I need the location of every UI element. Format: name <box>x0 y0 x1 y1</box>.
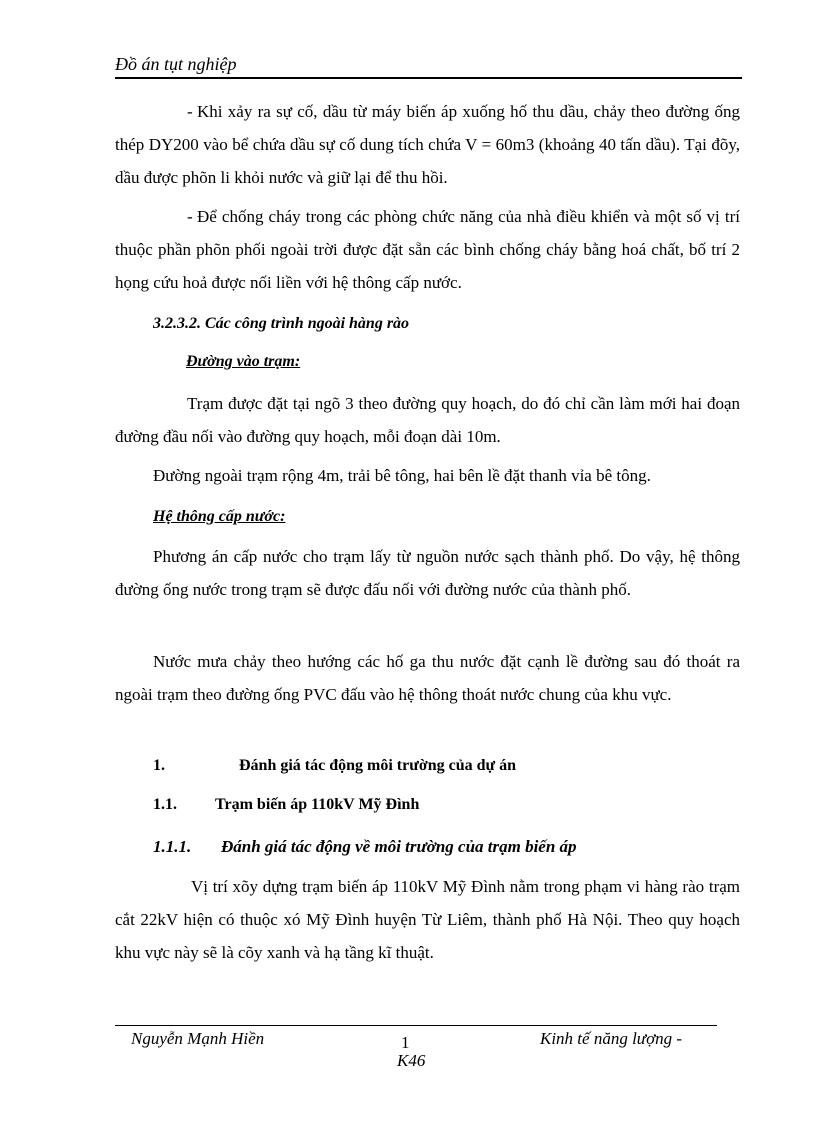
footer-rule <box>115 1025 717 1026</box>
section-heading-3232: 3.2.3.2. Các công trình ngoài hàng rào <box>153 315 410 332</box>
subheading-water: Hệ thông cấp nước: <box>153 508 286 525</box>
heading-number: 1.1. <box>153 796 177 813</box>
heading-1-1 <box>153 796 420 814</box>
bullet-dash: - <box>187 102 193 121</box>
paragraph-text: Khi xảy ra sự cố, dầu từ máy biến áp xuống hố thu dầu, chảy theo đường ống thép DY200 vào bể chứa dầu sự cố dung tích chứa V = 60m3 (khoảng 40 tấn dầu). Tại đõy, dầu được phõn li khỏi nước và giữ lại để thu hồi. <box>115 102 740 187</box>
footer-department: Kinh tế năng lượng - <box>540 1029 683 1048</box>
heading-1-1-1 <box>153 837 577 857</box>
heading-text: Đánh giá tác động về môi trường của trạm biến áp <box>221 837 577 856</box>
paragraph-fire-safety <box>115 200 740 299</box>
heading-text: Đánh giá tác động môi trường của dự án <box>239 757 516 774</box>
heading-number: 1.1.1. <box>153 837 192 856</box>
paragraph-water-2: Nước mưa chảy theo hướng các hố ga thu nước đặt cạnh lề đường sau đó thoát ra ngoài trạm theo đường ống PVC đấu vào hệ thông thoát nước chung của khu vực. <box>115 652 740 704</box>
paragraph-location: Vị trí xõy dựng trạm biến áp 110kV Mỹ Đình nằm trong phạm vi hàng rào trạm cắt 22kV hiện có thuộc xó Mỹ Đình huyện Từ Liêm, thành phố Hà Nội. Theo quy hoạch khu vực này sẽ là cõy xanh và hạ tầng kĩ thuật. <box>115 877 740 962</box>
footer-class: K46 <box>397 1051 426 1070</box>
footer-author: Nguyễn Mạnh Hiền <box>131 1029 265 1048</box>
paragraph-text: Để chống cháy trong các phòng chức năng của nhà điều khiển và một số vị trí thuộc phần phõn phối ngoài trời được đặt sẵn các bình chống cháy bằng hoá chất, bố trí 2 họng cứu hoả được nối liền với hệ thông cấp nước. <box>115 207 740 292</box>
paragraph-road-1: Trạm được đặt tại ngõ 3 theo đường quy hoạch, do đó chỉ cần làm mới hai đoạn đường đầu nối vào đường quy hoạch, mỗi đoạn dài 10m. <box>115 394 740 446</box>
heading-number: 1. <box>153 757 165 774</box>
bullet-dash: - <box>187 207 193 226</box>
paragraph-water-1: Phương án cấp nước cho trạm lấy từ nguồn nước sạch thành phố. Do vậy, hệ thông đường ống nước trong trạm sẽ được đấu nối với đường nước của thành phố. <box>115 547 740 599</box>
paragraph-road-2: Đường ngoài trạm rộng 4m, trải bê tông, hai bên lề đặt thanh vỉa bê tông. <box>153 466 651 485</box>
heading-1 <box>153 757 516 775</box>
header-rule <box>115 77 742 79</box>
page-number: 1 <box>401 1033 410 1052</box>
header-title: Đồ án tụt nghiệp <box>115 54 237 74</box>
subheading-road: Đường vào trạm: <box>186 353 301 370</box>
heading-text: Trạm biến áp 110kV Mỹ Đình <box>215 796 420 813</box>
paragraph-oil-incident <box>115 95 740 194</box>
